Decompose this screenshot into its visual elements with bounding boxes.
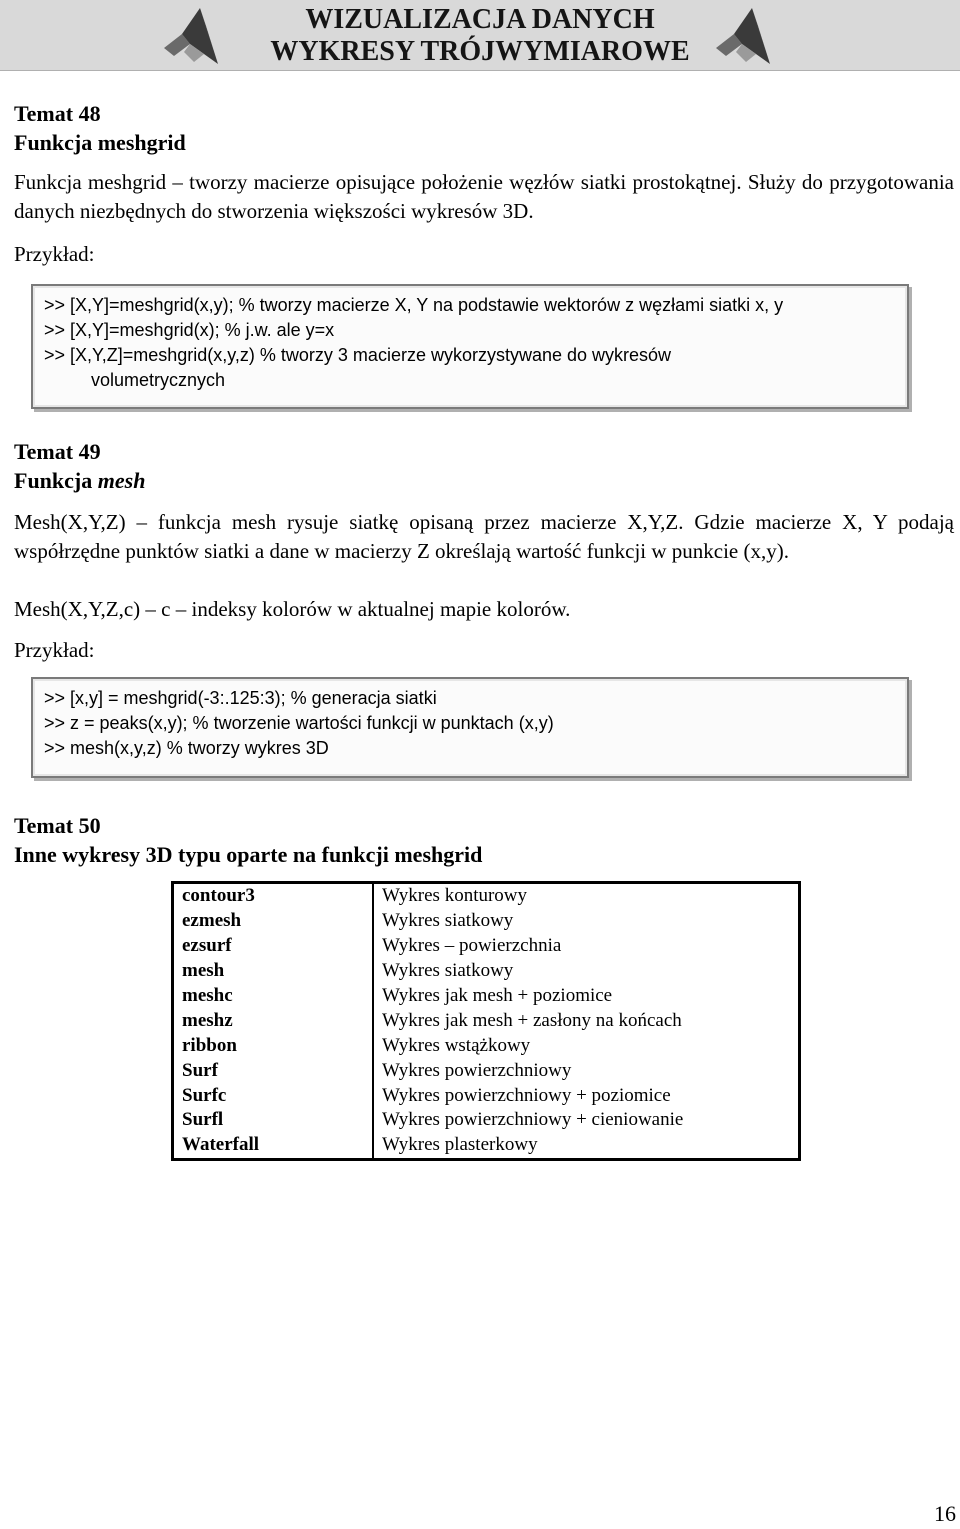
function-name-cell: mesh: [173, 959, 374, 984]
table-row: [173, 909, 800, 934]
table-row: [173, 934, 800, 959]
topic-49-description: Mesh(X,Y,Z) – funkcja mesh rysuje siatkę opisaną przez macierze X,Y,Z. Gdzie macierze X, Y podają współrzędne punktów siatki a dane w macierzy Z określają wartość funkcji w punkcie (x,y).: [14, 510, 954, 563]
page-header: [0, 0, 960, 71]
topic-49-code-box: [31, 677, 909, 778]
code-line: >> z = peaks(x,y); % tworzenie wartości funkcji w punktach (x,y): [44, 713, 554, 733]
function-description-cell: Wykres – powierzchnia: [382, 935, 562, 957]
topic-49-title-italic: mesh: [97, 468, 146, 493]
topic-50-number: Temat 50: [14, 813, 101, 838]
function-description-cell: Wykres powierzchniowy + poziomice: [382, 1084, 671, 1106]
function-name-cell: ezmesh: [173, 909, 374, 934]
table-row: [173, 1008, 800, 1033]
table-row: [173, 1033, 800, 1058]
table-row: [173, 984, 800, 1009]
function-name-cell: meshz: [173, 1008, 374, 1033]
function-name-cell: ribbon: [173, 1033, 374, 1058]
header-line-1: WIZUALIZACJA DANYCH: [305, 4, 655, 35]
page-number: 16: [934, 1501, 956, 1526]
function-name-cell: Waterfall: [173, 1133, 374, 1159]
code-line: >> [X,Y]=meshgrid(x); % j.w. ale y=x: [44, 320, 335, 340]
function-description-cell: Wykres jak mesh + poziomice: [382, 985, 613, 1006]
function-description-cell: Wykres plasterkowy: [382, 1134, 538, 1156]
topic-48-title: Funkcja meshgrid: [14, 130, 186, 155]
topic-48-example-label: Przykład:: [14, 242, 95, 266]
function-description-cell: Wykres konturowy: [382, 885, 528, 907]
table-row: [173, 1083, 800, 1108]
header-line-2: WYKRESY TRÓJWYMIAROWE: [270, 36, 690, 67]
code-line: >> [X,Y]=meshgrid(x,y); % tworzy macierze X, Y na podstawie wektorów z węzłami siatki x, y: [44, 295, 784, 315]
function-name-cell: ezsurf: [173, 934, 374, 959]
function-description-cell: Wykres powierzchniowy + cieniowanie: [382, 1109, 684, 1131]
function-name-cell: Surf: [173, 1058, 374, 1083]
function-name-cell: Surfl: [173, 1108, 374, 1133]
topic-49-title-prefix: Funkcja: [14, 468, 98, 493]
topic-50-title: Inne wykresy 3D typu oparte na funkcji meshgrid: [14, 842, 483, 867]
function-description-cell: Wykres wstążkowy: [382, 1034, 531, 1056]
table-row: [173, 959, 800, 984]
function-name-cell: Surfc: [173, 1083, 374, 1108]
table-row: [173, 1133, 800, 1159]
code-line: >> [X,Y,Z]=meshgrid(x,y,z) % tworzy 3 macierze wykorzystywane do wykresów: [44, 345, 672, 365]
function-description-cell: Wykres jak mesh + zasłony na końcach: [382, 1009, 682, 1031]
function-name-cell: meshc: [173, 984, 374, 1009]
table-row: [173, 883, 800, 909]
topic-49-number: Temat 49: [14, 439, 101, 464]
code-line: >> [x,y] = meshgrid(-3:.125:3); % generacja siatki: [44, 688, 437, 708]
topic-48-description: Funkcja meshgrid – tworzy macierze opisujące położenie węzłów siatki prostokątnej. Służy do przygotowania danych niezbędnych do stworzenia większości wykresów 3D.: [14, 170, 954, 223]
topic-49-description-2: Mesh(X,Y,Z,c) – c – indeksy kolorów w aktualnej mapie kolorów.: [14, 597, 571, 621]
function-name-cell: contour3: [173, 883, 374, 909]
topic-49-example-label: Przykład:: [14, 638, 95, 662]
table-row: [173, 1058, 800, 1083]
code-line: >> mesh(x,y,z) % tworzy wykres 3D: [44, 738, 329, 758]
topic-48-code-box: [31, 284, 909, 409]
function-description-cell: Wykres powierzchniowy: [382, 1059, 572, 1081]
matlab-logo-icon: [160, 4, 222, 68]
topic-48-number: Temat 48: [14, 101, 101, 126]
code-line: volumetrycznych: [91, 370, 226, 390]
topic-49-title: [14, 466, 145, 495]
function-description-cell: Wykres siatkowy: [382, 960, 514, 982]
function-description-cell: Wykres siatkowy: [382, 910, 514, 932]
functions-table-body: [173, 883, 800, 1160]
functions-table: [171, 881, 801, 1161]
header-title: [220, 4, 740, 68]
matlab-logo-icon: [712, 4, 774, 68]
table-row: [173, 1108, 800, 1133]
